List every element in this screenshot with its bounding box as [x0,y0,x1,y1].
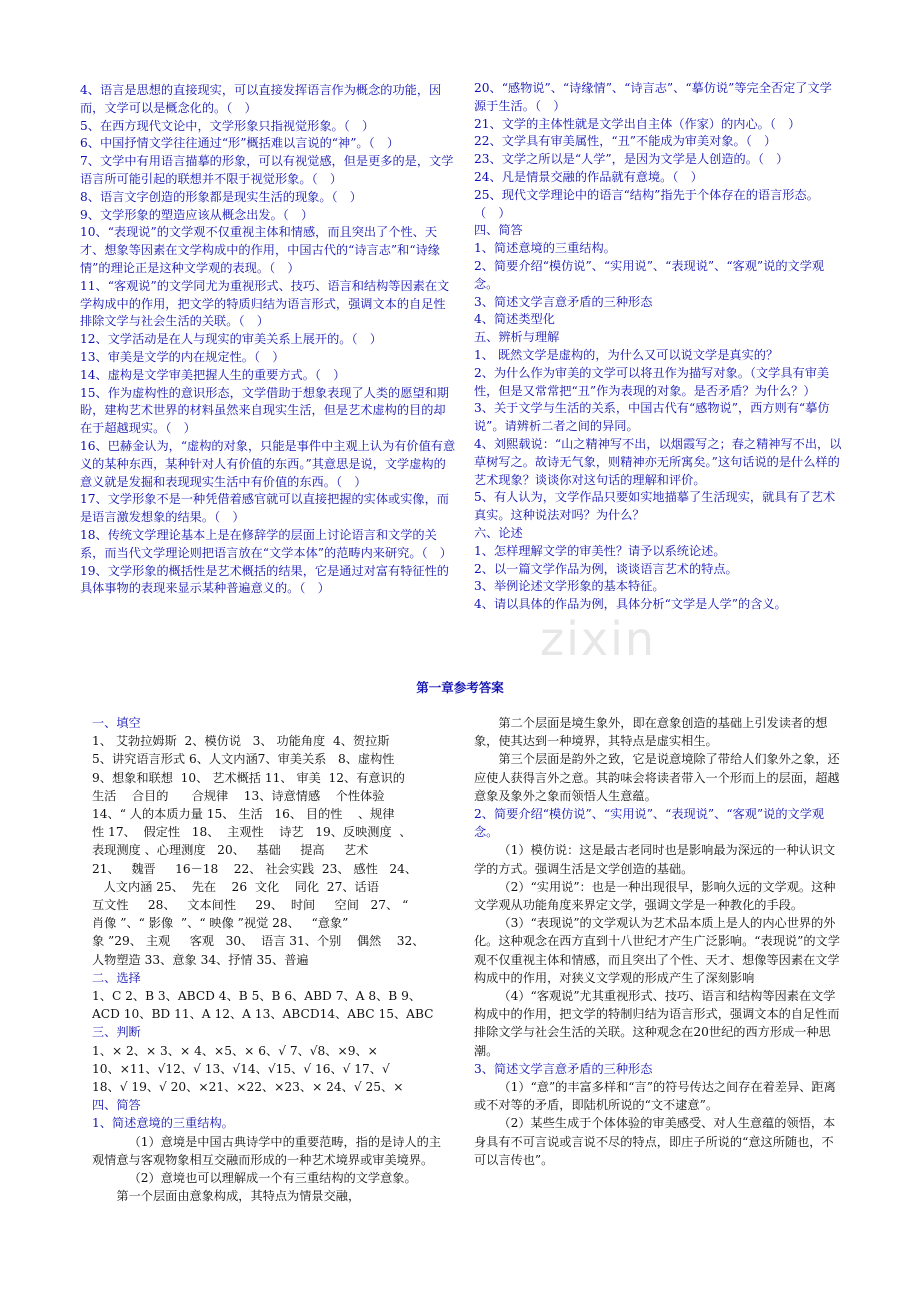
question-item: 3、举例论述文学形象的基本特征。 [474,579,665,594]
answer-paragraph: （1）“意”的丰富多样和“言”的符号传达之间存在着差异、距离或不对等的矛盾，即陆机所说的“文不逮意”。 [474,1080,836,1113]
fill-answer-line: 9、想象和联想 10、 艺术概括 11、 审美 12、有意识的 [92,770,405,785]
fill-answer-line: 5、讲究语言形式 6、人文内涵7、审美关系 8、虚构性 [92,752,395,767]
fill-answer-line: 21、 魏晋 16－18 22、 社会实践 23、 感性 24、 [92,861,418,876]
question-item: 4、刘熙载说：“山之精神写不出，以烟霞写之；春之精神写不出，以草树写之。故诗无气象，则精神亦无所寓矣。”这句话说的是什么样的艺术现象？谈谈你对这句话的理解和评价。 [474,436,842,487]
fill-answer-line: 14、“ 人的本质力量 15、 生活 16、 目的性 、规律 [92,807,395,822]
question-item: 4、简述类型化 [474,312,555,327]
question-item: 8、语言文字创造的形象都是现实生活的现象。（ ） [80,189,362,204]
question-item: 9、文学形象的塑造应该从概念出发。（ ） [80,207,314,222]
question-item: 15、作为虚构性的意识形态，文学借助于想象表现了人类的愿望和期盼，建构艺术世界的材料虽然来自现实生活，但是艺术虚构的目的却在于超越现实。（ ） [80,385,449,436]
question-item: 20、“感物说”、“诗缘情”、“诗言志”、“摹仿说”等完全否定了文学源于生活。（ ） [474,81,832,113]
short-answer-question: 3、简述文学言意矛盾的三种形态 [474,1061,653,1076]
question-item: 5、有人认为，文学作品只要如实地描摹了生活现实，就具有了艺术真实。这种说法对吗？为什么？ [474,490,836,523]
answer-paragraph: （4）“客观说”尤其重视形式、技巧、语言和结构等因素在文学构成中的作用，把文学的特制归结为语言形式，强调文本的自足性而排除文学与社会生活的关联。这种观念在20世纪的西方形成一种思潮。 [474,989,840,1058]
question-item: 7、文学中有用语言描摹的形象，可以有视觉感，但是更多的是，文学语言所可能引起的联想并不限于视觉形象。（ ） [80,154,454,186]
judge-answer-line: 1、× 2、× 3、× 4、×5、× 6、√ 7、√8、×9、× [92,1043,378,1058]
question-item: 11、“客观说”的文学同尤为重视形式、技巧、语言和结构等因素在文学构成中的作用，把文学的特质归结为语言形式，强调文本的自足性排除文学与社会生活的关联。（ ） [80,278,450,329]
answer-paragraph: 第一个层面由意象构成，其特点为情景交融， [116,1189,361,1204]
choice-answer-line: ACD 10、BD 11、A 12、A 13、ABCD14、ABC 15、ABC [92,1007,434,1022]
question-item: 五、辨析与理解 [474,330,560,345]
question-item: 1、怎样理解文学的审美性？请予以系统论述。 [474,543,726,558]
fill-answer-line: 人物塑造 33、意象 34、抒情 35、普遍 [92,952,309,967]
question-item: 24、凡是情景交融的作品就有意境。（ ） [474,169,703,184]
question-item: 12、文学活动是在人与现实的审美关系上展开的。（ ） [80,332,382,347]
question-item: 19、文学形象的概括性是艺术概括的结果，它是通过对富有特征性的具体事物的表现来显示某种普遍意义的。（ ） [80,563,449,596]
question-item: 14、虚构是文学审美把握人生的重要方式。（ ） [80,367,346,382]
answer-paragraph: （1）意境是中国古典诗学中的重要范畴，指的是诗人的主观情意与客观物象相互交融而形成的一种艺术境界或审美境界。 [92,1134,442,1167]
answer-paragraph: （1）模仿说：这是最古老同时也是影响最为深远的一种认识文学的方式。强调生活是文学创造的基础。 [474,843,836,876]
question-item: 21、文学的主体性就是文学出自主体（作家）的内心。（ ） [474,116,801,131]
question-item: 2、为什么作为审美的文学可以将丑作为描写对象。（文学具有审美性，但是又常常把“丑”作为表现的对象。是否矛盾？为什么？） [474,365,830,398]
question-item: 3、关于文学与生活的关系，中国古代有“感物说”，西方则有“摹仿说”。请辨析二者之间的异同。 [474,401,830,434]
question-item: 六、论述 [474,525,523,540]
answer-paragraph: 第三个层面是韵外之致，它是说意境除了带给人们象外之象，还应使人获得言外之意。其韵味会将读者带入一个形而上的层面，超越意象及象外之象而领悟人生意蕴。 [474,752,840,803]
question-item: 13、审美是文学的内在规定性。（ ） [80,349,285,364]
fill-answer-line: 1、 艾勃拉姆斯 2、模仿说 3、 功能角度 4、贺拉斯 [92,734,390,749]
question-item: 2、简要介绍“模仿说”、“实用说”、“表现说”、“客观”说的文学观念。 [474,258,825,291]
answer-section-title: 第一章参考答案 [416,680,504,695]
question-item: 四、简答 [474,223,523,238]
questions-right-column [474,80,842,614]
fill-answer-line: 性 17、 假定性 18、 主观性 诗艺 19、反映测度 、 [92,825,412,840]
fill-answer-line: 表现测度 、心理测度 20、 基础 提高 艺术 [92,843,369,858]
question-item: 1、 既然文学是虚构的，为什么又可以说文学是真实的？ [474,347,779,362]
question-item: 16、巴赫金认为，“虚构的对象，只能是事件中主观上认为有价值有意义的某种东西，某种针对人有价值的东西。”其意思是说，文学虚构的意义就是发掘和表现现实生活中有价值的东西。（ ） [80,438,456,489]
question-item: 17、文学形象不是一种凭借着感官就可以直接把握的实体或实像，而是语言激发想象的结果。（ ） [80,492,449,525]
answer-paragraph: （2）“实用说”：也是一种出现很早，影响久远的文学观。这种文学观从功能角度来界定文学，强调文学是一种教化的手段。 [474,879,836,913]
short-answer-question: 2、简要介绍“模仿说”、“实用说”、“表现说”、“客观”说的文学观念。 [474,807,825,840]
question-item: 4、请以具体的作品为例，具体分析“文学是人学”的含义。 [474,597,787,612]
fill-answer-line: 互文性 28、 文本间性 29、 时间 空间 27、 “ [92,898,409,913]
watermark: zixin [540,612,657,666]
short-answer-question: 1、简述意境的三重结构。 [92,1116,234,1131]
judge-answer-line: 10、×11、√12、√ 13、√14、√15、√ 16、√ 17、√ [92,1061,390,1076]
answer-paragraph: （2）某些生成于个体体验的审美感受、对人生意蕴的领悟，本身具有不可言说或言说不尽的特点，即庄子所说的“意这所随也，不可以言传也”。 [474,1116,836,1167]
judge-heading: 三、判断 [92,1025,141,1040]
answer-paragraph: （3）“表现说”的文学观认为艺术品本质上是人的内心世界的外化。这种观念在西方直到十八世纪才产生广泛影响。“表现说”的文学观不仅重视主体和情感，而且突出了个性、天才、想像等因素在文学构成中的作用，对狭义文学观的形成产生了深刻影响 [474,916,840,985]
answer-paragraph: 第二个层面是境生象外，即在意象创造的基础上引发读者的想象，使其达到一种境界，其特点是虚实相生。 [474,716,828,749]
fill-blank-heading: 一、填空 [92,716,141,730]
fill-answer-line: 肖像 ”、“ 影像 ”、“ 映像 ”视觉 28、 “意象” [92,916,349,931]
question-item: 3、简述文学言意矛盾的三种形态 [474,294,653,309]
choice-answer-line: 1、C 2、B 3、ABCD 4、B 5、B 6、ABD 7、A 8、B 9、 [92,989,422,1004]
answer-paragraph: （2）意境也可以理解成一个有三重结构的文学意象。 [128,1171,417,1186]
question-item: 5、在西方现代文论中，文学形象只指视觉形象。（ ） [80,118,375,133]
question-item: 23、文学之所以是“人学”，是因为文学是人创造的。（ ） [474,152,789,167]
judge-answer-line: 18、√ 19、√ 20、×21、×22、×23、× 24、√ 25、× [92,1080,404,1095]
fill-answer-line: 象 ”29、 主观 客观 30、 语言 31、个别 偶然 32、 [92,934,425,949]
question-item: 10、“表现说”的文学观不仅重视主体和情感，而且突出了个性、天才、想象等因素在文学构成中的作用，中国古代的“诗言志”和“诗缘情”的理论正是这种文学观的表现。（ ） [80,225,440,275]
choice-heading: 二、选择 [92,970,141,985]
short-answer-heading: 四、简答 [92,1098,141,1113]
fill-answer-line: 人文内涵 25、 先在 26 文化 同化 27、话语 [92,879,379,894]
question-item: 1、简述意境的三重结构。 [474,241,616,256]
answers-left-column [92,714,452,1205]
question-item: 4、语言是思想的直接现实，可以直接发挥语言作为概念的功能，因而，文学可以是概念化的。（ ） [80,83,442,115]
questions-left-column [80,82,456,598]
question-item: 25、现代文学理论中的语言“结构”指先于个体存在的语言形态。（ ） [474,187,819,220]
question-item: 22、文学具有审美属性，“丑”不能成为审美对象。（ ） [474,134,777,149]
fill-answer-line: 生活 合目的 合规律 13、诗意情感 个性体验 [92,788,385,803]
question-item: 2、以一篇文学作品为例，谈谈语言艺术的特点。 [474,561,738,576]
question-item: 6、中国抒情文学往往通过“形”概括难以言说的“神”。（ ） [80,136,400,151]
question-item: 18、传统文学理论基本上是在修辞学的层面上讨论语言和文学的关系，而当代文学理论则把语言放在“文学本体”的范畴内来研究。（ ） [80,527,452,560]
answers-right-column [474,714,842,1169]
